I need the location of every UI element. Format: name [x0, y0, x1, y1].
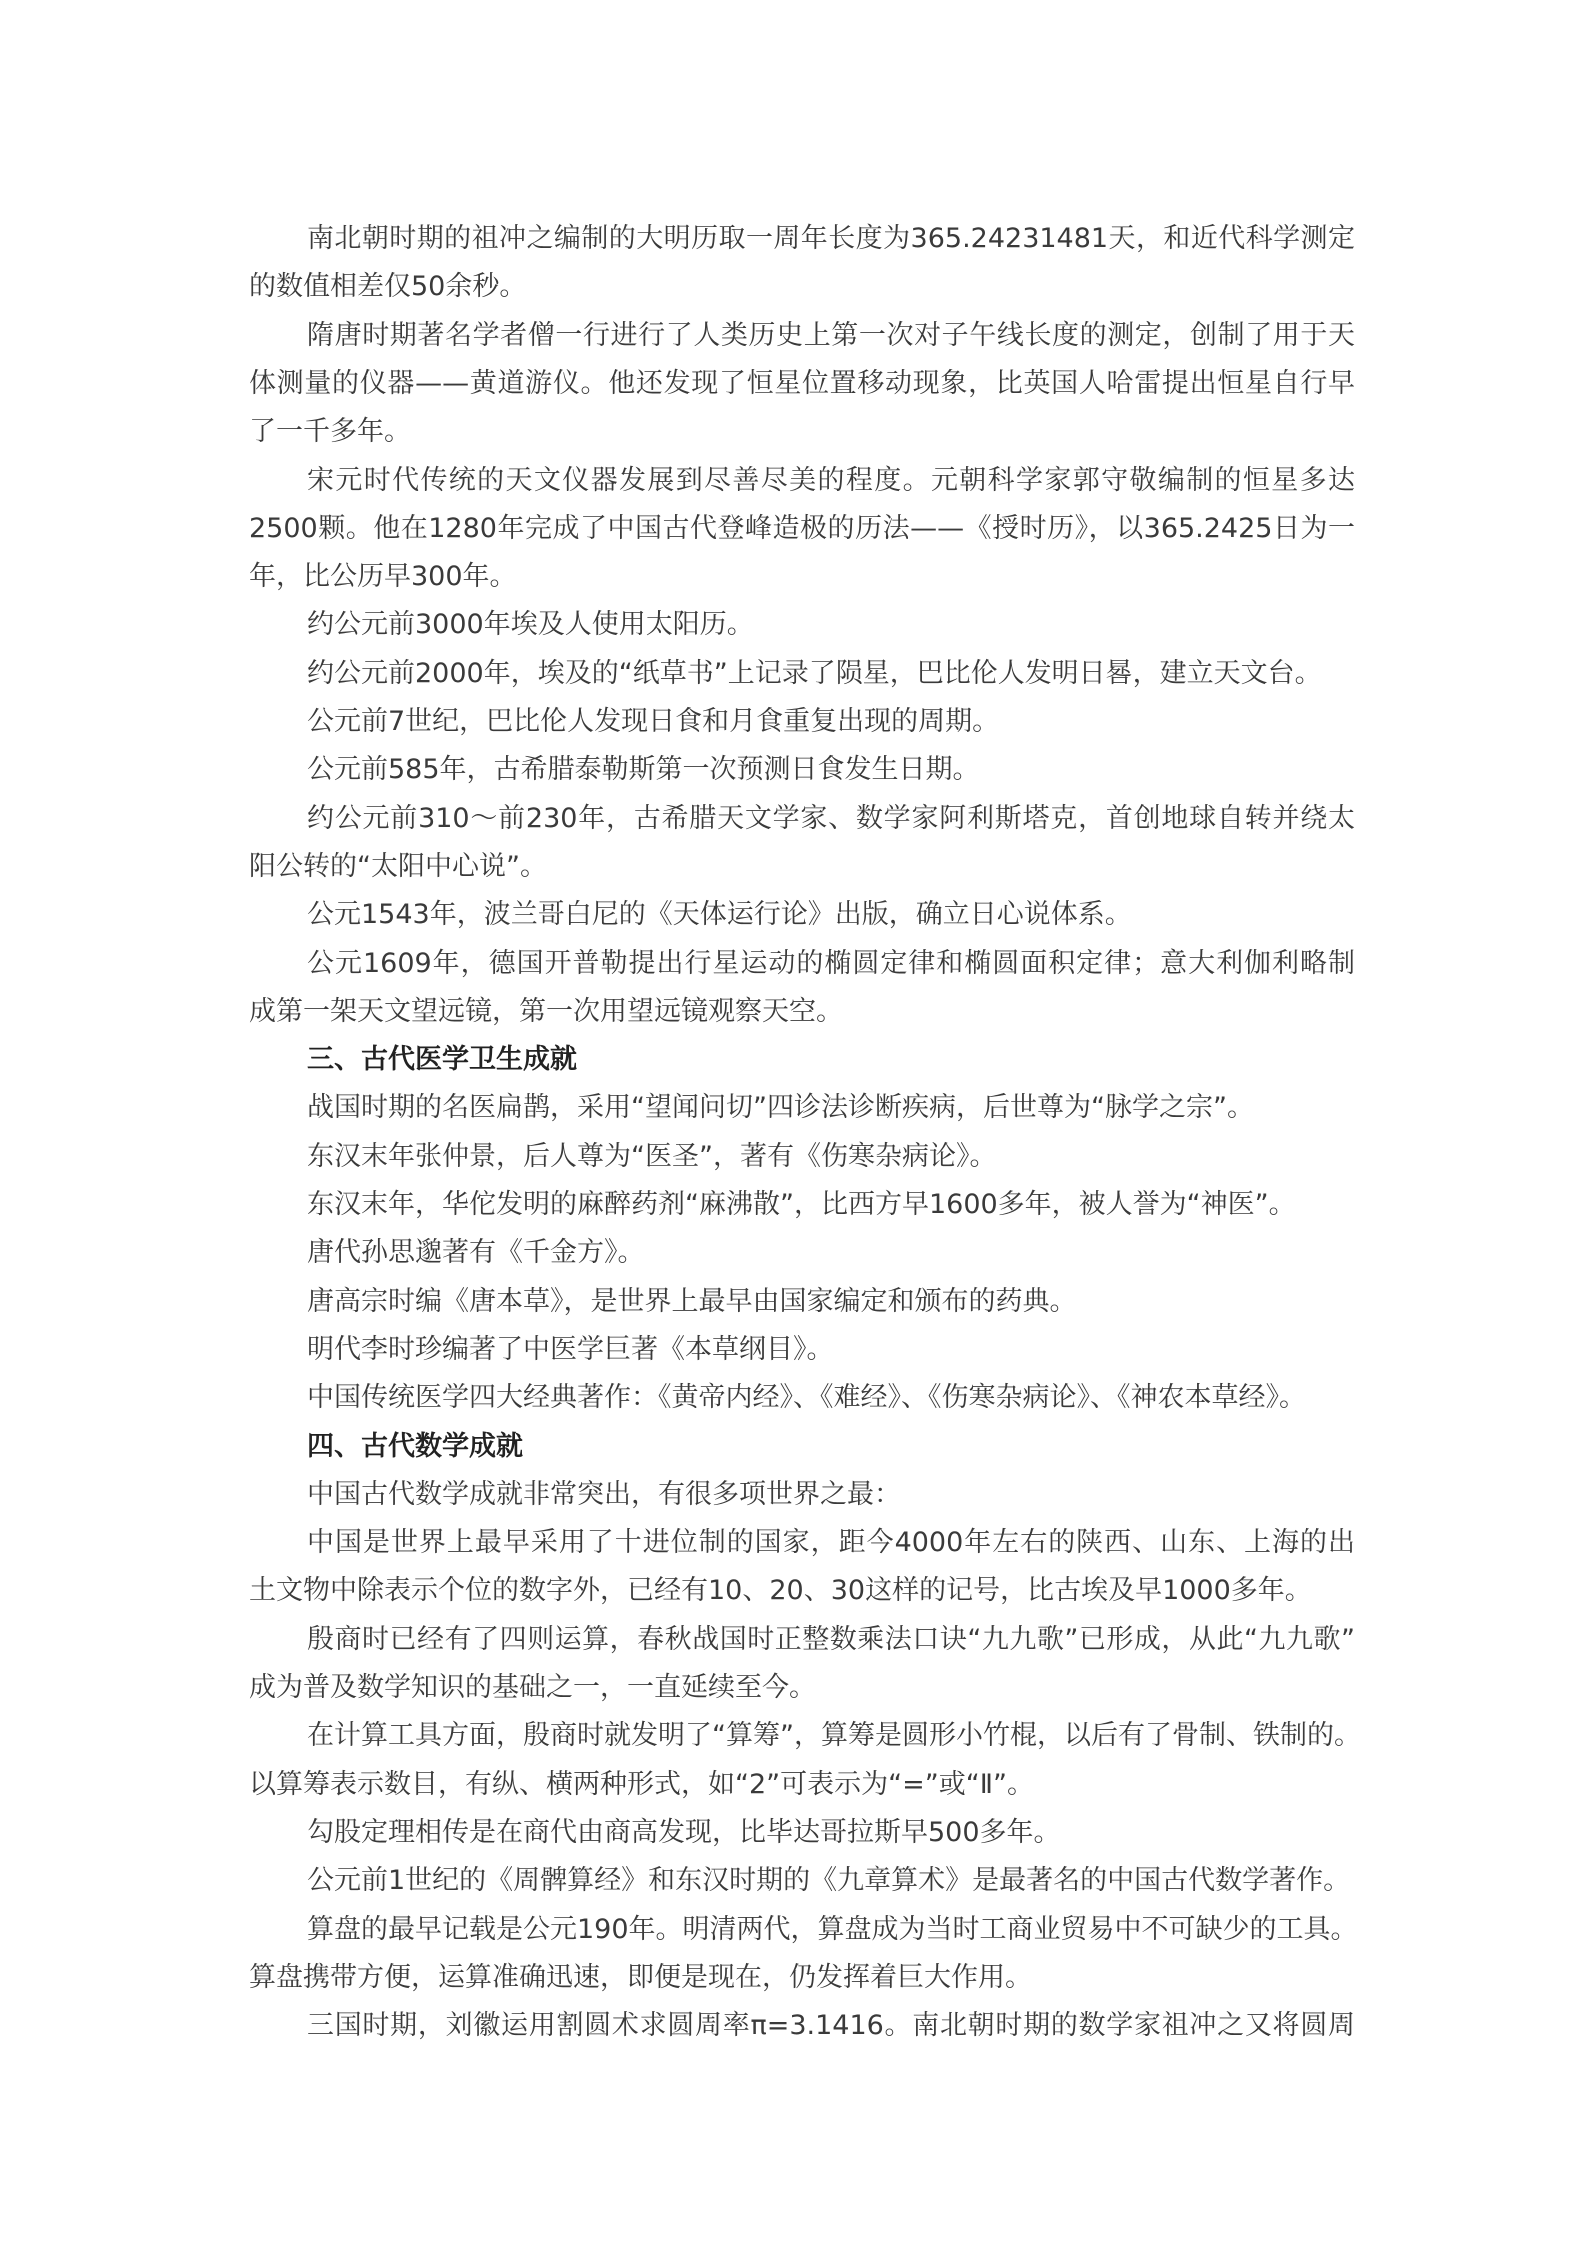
text-line: 年，比公历早300年。: [249, 561, 517, 593]
text-line: 南北朝时期的祖冲之编制的大明历取一周年长度为365.24231481天，和近代科学测定: [307, 223, 1355, 254]
text-line: 中国传统医学四大经典著作：《黄帝内经》、《难经》、《伤寒杂病论》、《神农本草经》。: [307, 1382, 1306, 1414]
text-line: 以算筹表示数目，有纵、横两种形式，如“2”可表示为“=”或“Ⅱ”。: [249, 1768, 1035, 1800]
text-line: 土文物中除表示个位的数字外，已经有10、20、30这样的记号，比古埃及早1000多年。: [249, 1575, 1312, 1607]
text-line: 勾股定理相传是在商代由商高发现，比毕达哥拉斯早500多年。: [307, 1816, 1061, 1848]
text-line: 公元1609年，德国开普勒提出行星运动的椭圆定律和椭圆面积定律；意大利伽利略制: [307, 947, 1355, 979]
text-line: 宋元时代传统的天文仪器发展到尽善尽美的程度。元朝科学家郭守敬编制的恒星多达: [307, 464, 1355, 496]
text-line: 公元前585年，古希腊泰勒斯第一次预测日食发生日期。: [307, 754, 980, 786]
text-line: 算盘携带方便，运算准确迅速，即便是现在，仍发挥着巨大作用。: [249, 1961, 1032, 1993]
text-line: 战国时期的名医扁鹊，采用“望闻问切”四诊法诊断疾病，后世尊为“脉学之宗”。: [307, 1092, 1254, 1124]
text-line: 了一千多年。: [249, 416, 411, 448]
text-line: 成第一架天文望远镜，第一次用望远镜观察天空。: [249, 995, 843, 1027]
text-line: 体测量的仪器——黄道游仪。他还发现了恒星位置移动现象，比英国人哈雷提出恒星自行早: [249, 367, 1355, 399]
text-line: 约公元前3000年埃及人使用太阳历。: [307, 609, 754, 641]
text-line: 殷商时已经有了四则运算，春秋战国时正整数乘法口诀“九九歌”已形成，从此“九九歌”: [307, 1623, 1355, 1655]
text-line: 约公元前310～前230年，古希腊天文学家、数学家阿利斯塔克，首创地球自转并绕太: [307, 802, 1355, 834]
text-line: 约公元前2000年，埃及的“纸草书”上记录了陨星，巴比伦人发明日晷，建立天文台。: [307, 657, 1322, 689]
text-line: 唐高宗时编《唐本草》，是世界上最早由国家编定和颁布的药典。: [307, 1285, 1077, 1317]
section-heading: 三、古代医学卫生成就: [307, 1044, 577, 1076]
text-line: 公元前1世纪的《周髀算经》和东汉时期的《九章算术》是最著名的中国古代数学著作。: [307, 1865, 1351, 1897]
text-line: 公元前7世纪，巴比伦人发现日食和月食重复出现的周期。: [307, 706, 1000, 737]
section-heading: 四、古代数学成就: [307, 1430, 523, 1462]
text-line: 2500颗。他在1280年完成了中国古代登峰造极的历法——《授时历》，以365.2425日为一: [249, 512, 1355, 544]
text-line: 阳公转的“太阳中心说”。: [249, 850, 547, 882]
text-line: 在计算工具方面，殷商时就发明了“算筹”，算筹是圆形小竹棍，以后有了骨制、铁制的。: [307, 1720, 1361, 1752]
text-line: 三国时期，刘徽运用割圆术求圆周率π=3.1416。南北朝时期的数学家祖冲之又将圆周: [307, 2010, 1355, 2042]
text-line: 唐代孙思邈著有《千金方》。: [307, 1237, 645, 1269]
text-line: 公元1543年，波兰哥白尼的《天体运行论》出版，确立日心说体系。: [307, 899, 1132, 931]
text-line: 成为普及数学知识的基础之一，一直延续至今。: [249, 1672, 816, 1703]
text-line: 东汉末年张仲景，后人尊为“医圣”，著有《伤寒杂病论》。: [307, 1140, 997, 1172]
text-line: 算盘的最早记载是公元190年。明清两代，算盘成为当时工商业贸易中不可缺少的工具。: [307, 1913, 1358, 1945]
text-line: 隋唐时期著名学者僧一行进行了人类历史上第一次对子午线长度的测定，创制了用于天: [307, 319, 1355, 351]
text-line: 东汉末年，华佗发明的麻醉药剂“麻沸散”，比西方早1600多年，被人誉为“神医”。: [307, 1189, 1296, 1220]
text-line: 的数值相差仅50余秒。: [249, 271, 527, 303]
text-line: 中国古代数学成就非常突出，有很多项世界之最：: [307, 1478, 901, 1510]
text-line: 中国是世界上最早采用了十进位制的国家，距今4000年左右的陕西、山东、上海的出: [307, 1527, 1355, 1559]
text-line: 明代李时珍编著了中医学巨著《本草纲目》。: [307, 1333, 834, 1365]
